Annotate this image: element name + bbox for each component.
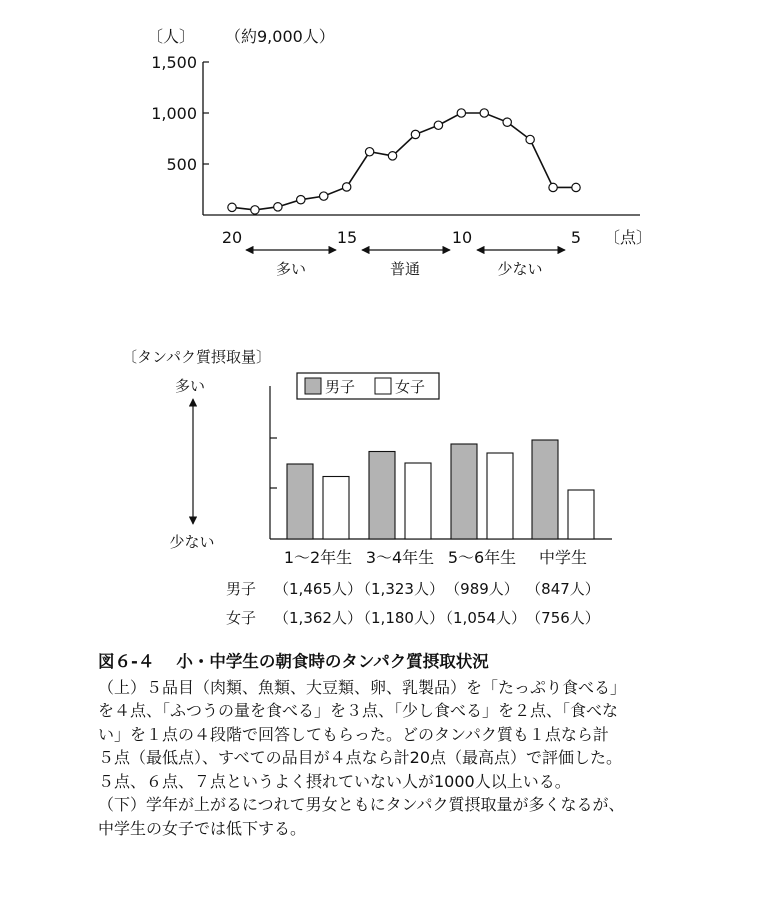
bar-boys [287, 464, 313, 539]
line-x-tick-label: 20 [221, 228, 243, 247]
bar-legend [297, 373, 439, 399]
line-point [411, 130, 419, 138]
line-point [457, 109, 465, 117]
legend-swatch-boys [305, 378, 321, 394]
range-label-normal: 普通 [389, 260, 421, 278]
bar-girls [323, 477, 349, 540]
bar-category-label: 5～6年生 [447, 548, 517, 567]
line-point [549, 183, 557, 191]
legend-label-girls: 女子 [395, 378, 426, 396]
bar-category-label: 3～4年生 [365, 548, 435, 567]
bar-chart [122, 348, 612, 627]
line-point [572, 183, 580, 191]
line-point [274, 203, 282, 211]
count-girls: （1,180人） [356, 609, 444, 627]
count-girls: （756人） [526, 609, 600, 627]
count-boys: （1,323人） [356, 580, 444, 598]
caption-line: ５点、６点、７点というよく摂れていない人が1000人以上いる。 [98, 771, 571, 791]
line-y-tick-label: 1,500 [151, 53, 197, 72]
line-point [365, 148, 373, 156]
range-label-many: 多い [275, 260, 307, 278]
bar-category-label: 中学生 [538, 548, 588, 567]
line-point [251, 206, 259, 214]
bar-category-label: 1～2年生 [283, 548, 353, 567]
line-point [228, 203, 236, 211]
caption-line: い」を１点の４段階で回答してもらった。どのタンパク質も１点なら計 [98, 724, 609, 744]
line-series-path [232, 113, 576, 210]
bar-girls [568, 490, 594, 539]
line-point [526, 135, 534, 143]
caption-line: ５点（最低点）、すべての品目が４点なら計20点（最高点）で評価した。 [98, 748, 623, 767]
figure-number: 図６-４ [98, 652, 155, 671]
count-girls: （1,054人） [438, 609, 526, 627]
figure-caption [98, 650, 678, 840]
caption-line: を４点、「ふつうの量を食べる」を３点、「少し食べる」を２点、「食べな [98, 701, 619, 720]
caption-line: （下）学年が上がるにつれて男女ともにタンパク質摂取量が多くなるが、 [98, 795, 625, 814]
bar-y-label: 〔タンパク質摂取量〕 [122, 348, 271, 366]
line-x-tick-label: 5 [570, 228, 582, 247]
caption-line: （上）５品目（肉類、魚類、大豆類、卵、乳製品）を「たっぷり食べる」 [98, 677, 627, 697]
line-point [434, 121, 442, 129]
legend-swatch-girls [375, 378, 391, 394]
legend-label-boys: 男子 [325, 378, 356, 396]
line-y-tick-label: 500 [166, 155, 197, 174]
line-y-tick-label: 1,000 [151, 104, 197, 123]
caption-title-row [98, 650, 678, 674]
line-y-unit-label: 〔人〕 [147, 27, 196, 46]
line-x-tick-label: 15 [336, 228, 358, 247]
row-label-girls: 女子 [226, 609, 257, 627]
line-point [503, 118, 511, 126]
line-point [297, 196, 305, 204]
line-point [320, 192, 328, 200]
count-boys: （847人） [526, 580, 600, 598]
line-point [388, 152, 396, 160]
range-label-few: 少ない [497, 260, 543, 278]
count-girls: （1,362人） [274, 609, 362, 627]
line-total-label: （約9,000人） [225, 27, 335, 46]
bar-girls [487, 453, 513, 539]
line-x-unit-label: 〔点〕 [604, 228, 653, 247]
line-x-tick-label: 10 [451, 228, 473, 247]
bar-boys [451, 444, 477, 539]
figure-title: 小・中学生の朝食時のタンパク質摂取状況 [176, 652, 489, 671]
count-boys: （989人） [445, 580, 519, 598]
bar-y-high-label: 多い [174, 377, 206, 395]
line-point [342, 183, 350, 191]
row-label-boys: 男子 [226, 580, 257, 598]
line-chart [147, 27, 652, 278]
bar-boys [369, 452, 395, 540]
caption-line: 中学生の女子では低下する。 [98, 818, 307, 838]
bar-boys [532, 440, 558, 539]
count-boys: （1,465人） [274, 580, 362, 598]
line-point [480, 109, 488, 117]
bar-girls [405, 463, 431, 539]
bar-y-low-label: 少ない [169, 533, 215, 551]
